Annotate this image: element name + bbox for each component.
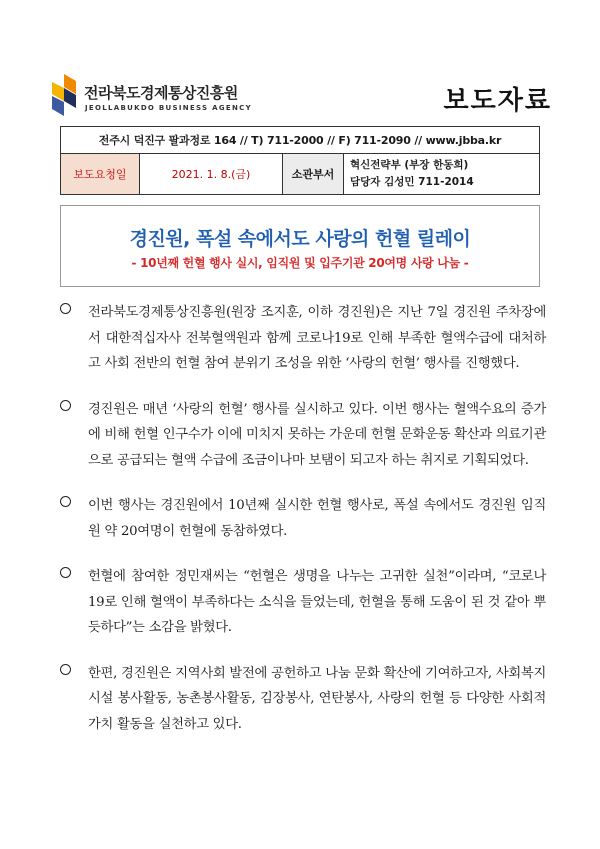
- circle-bullet-icon: [60, 496, 71, 507]
- paragraph-text: 전라북도경제통상진흥원(원장 조지훈, 이하 경진원)은 지난 7일 경진원 주차장에서 대한적십자사 전북혈액원과 함께 코로나19로 인해 부족한 혈액수급에 대처하고 사회 전반의 헌혈 참여 분위기 조성을 위한 ‘사랑의 헌혈’ 행사를 진행했다.: [88, 305, 546, 371]
- request-date: 2021. 1. 8.(금): [140, 154, 283, 195]
- article-body: [60, 300, 546, 737]
- org-name-en: JEOLLABUKDO BUSINESS AGENCY: [85, 104, 252, 112]
- org-name: 전라북도경제통상진흥원: [84, 84, 238, 102]
- circle-bullet-icon: [60, 303, 71, 314]
- doc-type-title: 보도자료: [443, 86, 552, 116]
- info-table: [60, 126, 540, 195]
- meta-row: [61, 154, 540, 195]
- headline-subtitle: - 10년째 헌혈 행사 실시, 임직원 및 입주기관 20여명 사랑 나눔 -: [131, 256, 469, 270]
- paragraph-text: 이번 행사는 경진원에서 10년째 실시한 헌혈 행사로, 폭설 속에서도 경진원 임직원 약 20여명이 헌혈에 동참하였다.: [88, 498, 546, 539]
- headline-title: 경진원, 폭설 속에서도 사랑의 헌혈 릴레이: [129, 228, 471, 250]
- department-cell: [344, 154, 540, 195]
- address-line: 전주시 덕진구 팔과정로 164 // T) 711-2000 // F) 711-2090 // www.jbba.kr: [61, 127, 540, 154]
- paragraph-text: 경진원은 매년 ‘사랑의 헌혈’ 행사를 실시하고 있다. 이번 행사는 혈액수요의 증가에 비해 헌혈 인구수가 이에 미치지 못하는 가운데 헌혈 문화운동 확산과 의료기관으로 공급되는 혈액 수급에 조금이나마 보탬이 되고자 하는 취지로 기획되었다.: [88, 401, 546, 468]
- paragraph-text: 한편, 경진원은 지역사회 발전에 공헌하고 나눔 문화 확산에 기여하고자, 사회복지시설 봉사활동, 농촌봉사활동, 김장봉사, 연탄봉사, 사랑의 헌혈 등 다양한 사회적 가치 활동을 실천하고 있다.: [88, 665, 546, 732]
- department-name: 혁신전략부 (부장 한동희): [350, 159, 469, 171]
- request-date-label: 보도요청일: [61, 154, 140, 195]
- contact-person: 담당자 김성민 711-2014: [350, 176, 474, 188]
- paragraph-text: 헌혈에 참여한 정민재씨는 “헌혈은 생명을 나누는 고귀한 실천”이라며, “코로나19로 인해 혈액이 부족하다는 소식을 들었는데, 헌혈을 통해 도움이 된 것 같아 뿌듯하다”는 소감을 밝혔다.: [88, 569, 546, 635]
- paragraph: [60, 661, 546, 738]
- department-label: 소관부서: [283, 154, 344, 195]
- circle-bullet-icon: [60, 567, 71, 578]
- paragraph: [60, 300, 546, 377]
- agency-logo-icon: [52, 74, 78, 116]
- circle-bullet-icon: [60, 400, 71, 411]
- address-row: [61, 127, 540, 154]
- paragraph: [60, 493, 546, 544]
- headline-box: [60, 205, 540, 287]
- page-header: [52, 70, 552, 120]
- circle-bullet-icon: [60, 664, 71, 675]
- paragraph: [60, 397, 546, 474]
- paragraph: [60, 564, 546, 641]
